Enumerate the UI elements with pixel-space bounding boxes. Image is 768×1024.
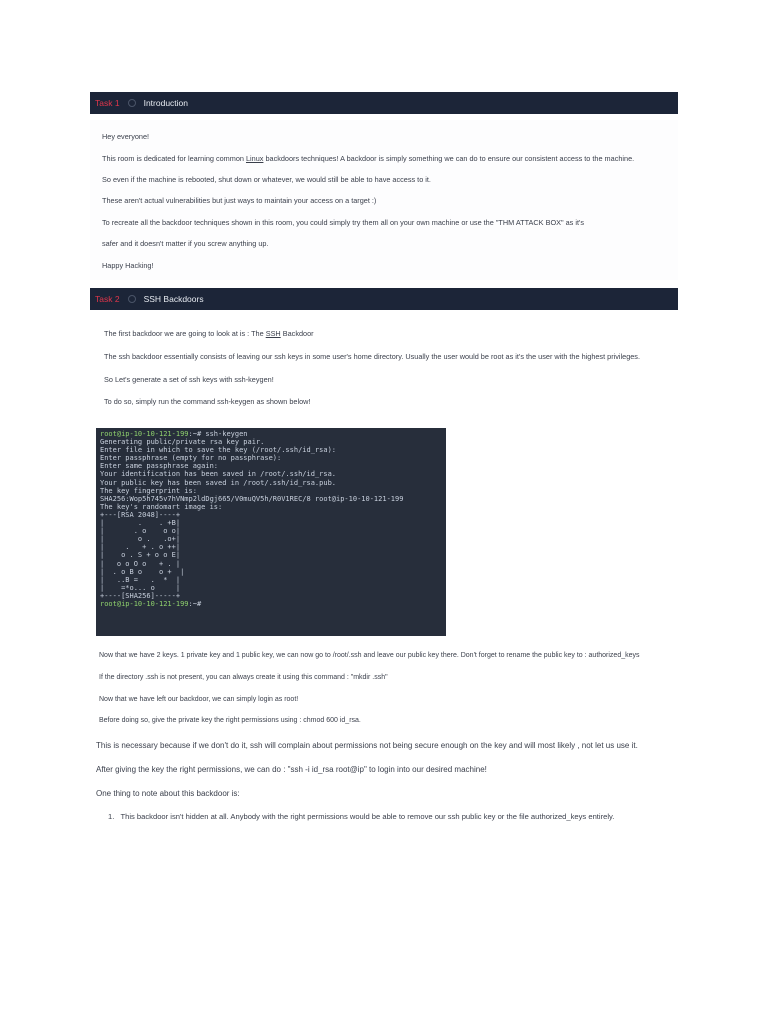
task-2-paragraph: One thing to note about this backdoor is: — [96, 789, 240, 798]
task-1-header[interactable] — [90, 92, 678, 114]
task-2-title: SSH Backdoors — [143, 294, 204, 304]
task-1-paragraph: These aren't actual vulnerabilities but just ways to maintain your access on a target :) — [102, 196, 377, 205]
terminal-line: | . + . o ++| — [100, 543, 181, 552]
terminal-line: The key fingerprint is: — [100, 486, 197, 495]
terminal-line: The key's randomart image is: — [100, 502, 223, 511]
task-1-paragraph: This room is dedicated for learning common Linux backdoors techniques! A backdoor is simply something we can do to ensure our consistent access to the machine. — [102, 154, 635, 163]
terminal-line: Your identification has been saved in /root/.ssh/id_rsa. — [100, 470, 337, 479]
task-2-paragraph: Now that we have 2 keys. 1 private key and 1 public key, we can now go to /root/.ssh and leave our public key there. Don't forget to rename the public key to : authorized_keys — [99, 652, 640, 659]
task-2-paragraph: So Let's generate a set of ssh keys with ssh-keygen! — [104, 375, 274, 384]
task-1-number: Task 1 — [95, 98, 120, 108]
task-2-number: Task 2 — [95, 294, 120, 304]
terminal-line: Generating public/private rsa key pair. — [100, 438, 265, 447]
task-1-status-icon — [128, 99, 136, 107]
task-2-paragraph: Now that we have left our backdoor, we can simply login as root! — [99, 696, 299, 703]
terminal-line: | o o O o + . | — [100, 559, 181, 568]
list-marker: 1. — [108, 812, 115, 821]
terminal-line: +---[RSA 2048]----+ — [100, 510, 181, 519]
terminal-line: | . o o o| — [100, 527, 181, 536]
task-2-paragraph: The ssh backdoor essentially consists of leaving our ssh keys in some user's home directory. Usually the user would be root as it's the user with the highest privileges. — [104, 352, 640, 361]
terminal-line: root@ip-10-10-121-199:~# — [100, 599, 202, 608]
terminal-line: | ..B = . * | — [100, 575, 181, 584]
task-1-paragraph: Hey everyone! — [102, 132, 150, 141]
terminal-line: +----[SHA256]-----+ — [100, 591, 181, 600]
terminal-screenshot — [96, 428, 446, 636]
ssh-link[interactable]: SSH — [265, 329, 281, 338]
task-1-paragraph: To recreate all the backdoor techniques shown in this room, you could simply try them all on your own machine or use the "THM ATTACK BOX" as it's — [102, 218, 585, 227]
task-1-paragraph: Happy Hacking! — [102, 261, 154, 270]
list-item — [108, 812, 614, 821]
terminal-line: Enter passphrase (empty for no passphrase): — [100, 454, 282, 463]
terminal-prompt: root@ip-10-10-121-199 — [100, 599, 189, 608]
task-2-paragraph: This is necessary because if we don't do it, ssh will complain about permissions not being secure enough on the key and will most likely , not let us use it. — [96, 741, 638, 750]
terminal-line: Enter same passphrase again: — [100, 462, 219, 471]
terminal-line: | o . .o+| — [100, 535, 181, 544]
task-1-paragraph: safer and it doesn't matter if you screw anything up. — [102, 239, 269, 248]
terminal-line: SHA256:Wop5h745v7hVNmp2ldDgj665/V0muQV5h/R0V1REC/8 root@ip-10-10-121-199 — [100, 494, 404, 503]
terminal-line: | o . S + o o E| — [100, 551, 181, 560]
terminal-line: | . o B o o + | — [100, 567, 185, 576]
task-2-paragraph: After giving the key the right permissions, we can do : "ssh -i id_rsa root@ip" to login into our desired machine! — [96, 765, 487, 774]
task-1-paragraph: So even if the machine is rebooted, shut down or whatever, we would still be able to have access to it. — [102, 175, 431, 184]
task-2-status-icon — [128, 295, 136, 303]
task-2-paragraph: Before doing so, give the private key the right permissions using : chmod 600 id_rsa. — [99, 717, 361, 724]
list-item-text: This backdoor isn't hidden at all. Anybody with the right permissions would be able to remove our ssh public key or the file authorized_keys entirely. — [120, 812, 615, 821]
terminal-line: | . . +B| — [100, 519, 181, 528]
terminal-line: | =*o... o | — [100, 583, 181, 592]
task-2-header[interactable] — [90, 288, 678, 310]
terminal-prompt: root@ip-10-10-121-199 — [100, 430, 189, 438]
task-2-paragraph: To do so, simply run the command ssh-keygen as shown below! — [104, 397, 311, 406]
linux-link[interactable]: Linux — [245, 154, 264, 163]
task-2-paragraph: If the directory .ssh is not present, you can always create it using this command : "mkdir .ssh" — [99, 674, 388, 681]
terminal-line: Enter file in which to save the key (/root/.ssh/id_rsa): — [100, 446, 337, 455]
task-2-paragraph: The first backdoor we are going to look at is : The SSH Backdoor — [104, 329, 314, 338]
terminal-line: Your public key has been saved in /root/.ssh/id_rsa.pub. — [100, 478, 337, 487]
terminal-line: root@ip-10-10-121-199:~# ssh-keygen — [100, 430, 248, 438]
task-1-title: Introduction — [143, 98, 188, 108]
